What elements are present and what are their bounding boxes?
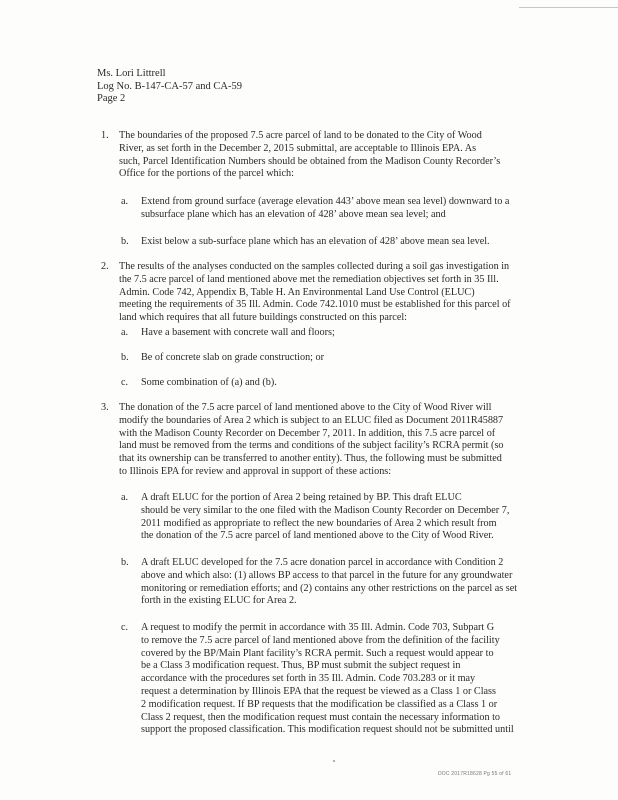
scan-speck — [333, 760, 335, 762]
subitem-3c — [121, 622, 541, 737]
subitem-2a — [121, 327, 541, 340]
subitem-text: Be of concrete slab on grade construction; or — [141, 352, 325, 363]
subitem-letter: b. — [121, 352, 129, 363]
subitem-1a — [121, 196, 541, 222]
subitem-text: A draft ELUC developed for the 7.5 acre donation parcel in accordance with Condition 2 above and which also: (1) allows BP access to that parcel in the future for any groundwater monitoring or remediation efforts; and (2) contains any other restrictions on the parcel as set forth in the existing ELUC for Area 2. — [141, 557, 518, 607]
item-text: The boundaries of the proposed 7.5 acre parcel of land to be donated to the City of Wood River, as set forth in the December 2, 2015 submittal, are acceptable to Illinois EPA. As such, Parcel Identification Numbers should be obtained from the Madison County Recorder’s Office for the portions of the parcel which: — [119, 130, 501, 180]
subitem-letter: b. — [121, 236, 129, 247]
subitem-text: Extend from ground surface (average elevation 443’ above mean sea level) downward to a subsurface plane which has an elevation of 428’ above mean sea level; and — [141, 196, 510, 220]
recorder-stamp: DOC 2017R18628 Pg 55 of 61 — [438, 771, 512, 777]
subitem-letter: c. — [121, 622, 129, 633]
subitem-3b — [121, 557, 541, 608]
item-number: 1. — [101, 130, 109, 141]
subitem-letter: a. — [121, 327, 129, 338]
letter-header — [97, 68, 242, 106]
scan-edge-line — [519, 7, 618, 8]
item-number: 2. — [101, 261, 109, 272]
subitem-3a — [121, 492, 541, 543]
item-number: 3. — [101, 402, 109, 413]
log-number: Log No. B-147-CA-57 and CA-59 — [97, 80, 242, 92]
subitem-2c — [121, 377, 541, 390]
subitem-text: Have a basement with concrete wall and floors; — [141, 327, 335, 338]
item-text: The results of the analyses conducted on the samples collected during a soil gas investigation in the 7.5 acre parcel of land mentioned above met the remediation objectives set forth in 35 Ill. Admin. Code 742, Appendix B, Table H. An Environmental Land Use Control (ELUC) meeting the requirements of 35 Ill. Admin. Code 742.1010 must be established for this parcel of land which requires that all future buildings constructed on this parcel: — [119, 261, 511, 324]
recipient-name: Ms. Lori Littrell — [97, 68, 166, 79]
subitem-text: Some combination of (a) and (b). — [141, 377, 277, 388]
item-text: The donation of the 7.5 acre parcel of land mentioned above to the City of Wood River will modify the boundaries of Area 2 which is subject to an ELUC filed as Document 2011R45887 with the Madison County Recorder on December 7, 2011. In addition, this 7.5 acre parcel of land must be removed from the terms and conditions of the subject facility’s RCRA permit (so that its ownership can be transferred to another entity). Thus, the following must be submitted to Illinois EPA for review and approval in support of these actions: — [119, 402, 504, 477]
subitem-1b — [121, 236, 541, 249]
subitem-letter: a. — [121, 492, 129, 503]
subitem-text: Exist below a sub-surface plane which has an elevation of 428’ above mean sea level. — [141, 236, 490, 247]
subitem-text: A draft ELUC for the portion of Area 2 being retained by BP. This draft ELUC should be very similar to the one filed with the Madison County Recorder on December 7, 2011 modified as appropriate to reflect the new boundaries of Area 2 which result from the donation of the 7.5 acre parcel of land mentioned above to the City of Wood River. — [141, 492, 510, 542]
subitem-2b — [121, 352, 541, 365]
subitem-letter: c. — [121, 377, 129, 388]
list-item-2 — [101, 261, 539, 325]
list-item-1 — [101, 130, 539, 181]
page-number: Page 2 — [97, 93, 126, 104]
subitem-letter: b. — [121, 557, 129, 568]
subitem-letter: a. — [121, 196, 129, 207]
subitem-text: A request to modify the permit in accordance with 35 Ill. Admin. Code 703, Subpart G to remove the 7.5 acre parcel of land mentioned above from the definition of the facility covered by the BP/Main Plant facility’s RCRA permit. Such a request would appear to be a Class 3 modification request. Thus, BP must submit the subject request in accordance with the procedures set forth in 35 Ill. Admin. Code 703.283 or it may request a determination by Illinois EPA that the request be viewed as a Class 1 or Class 2 modification request. If BP requests that the modification be classified as a Class 1 or Class 2 request, then the modification request must contain the necessary information to support the proposed classification. This modification request should not be submitted until — [141, 622, 514, 736]
list-item-3 — [101, 402, 539, 479]
